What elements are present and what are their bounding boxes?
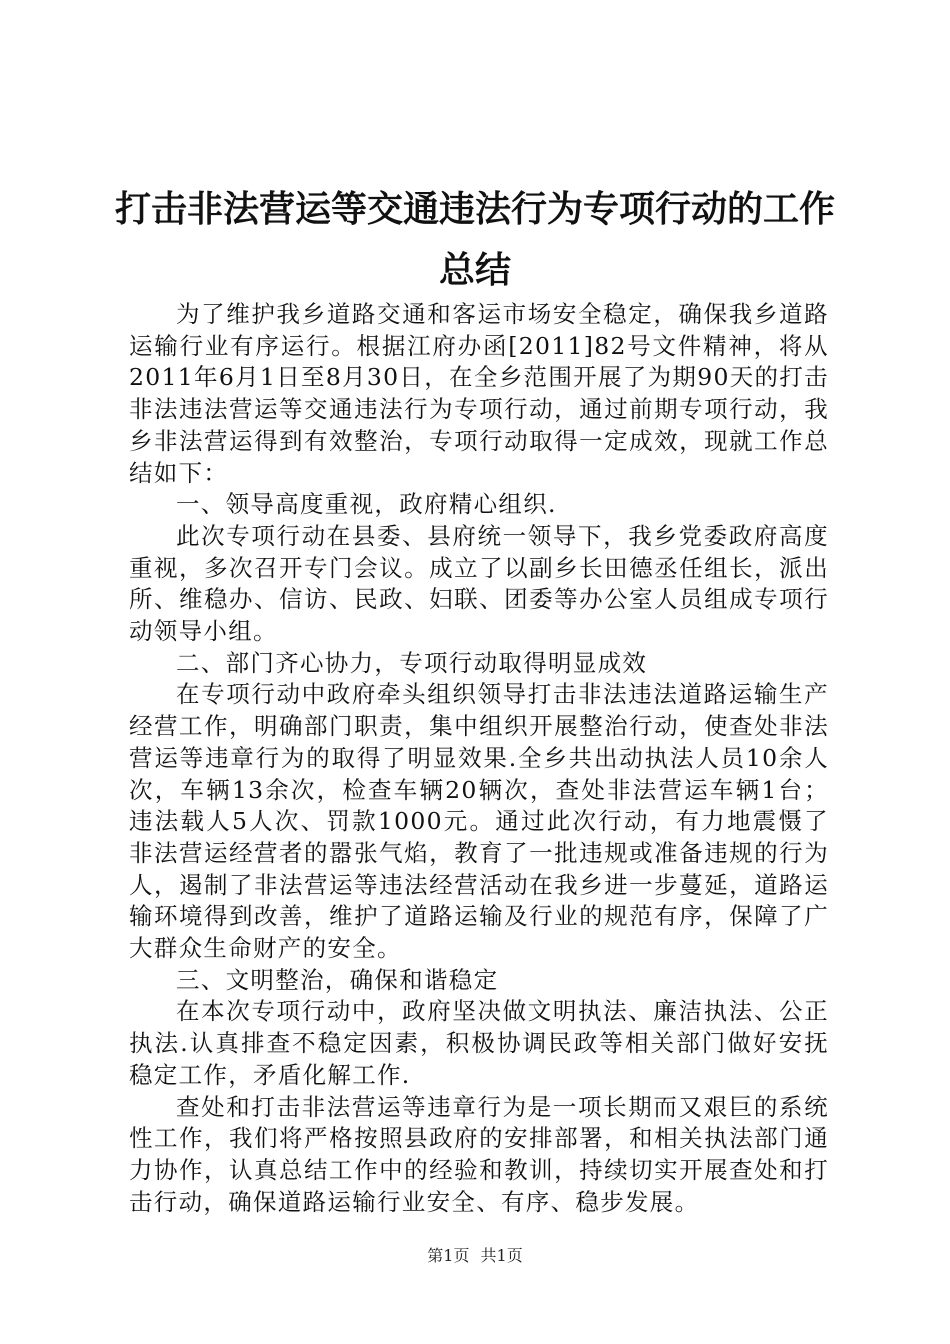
page-number: 第1页 — [427, 1246, 470, 1265]
section-paragraph-1: 此次专项行动在县委、县府统一领导下，我乡党委政府高度重视，多次召开专门会议。成立了以副乡长田德丞任组长，派出所、维稳办、信访、民政、妇联、团委等办公室人员组成专项行动领导小组。 — [129, 521, 829, 646]
section-heading-1: 一、领导高度重视，政府精心组织. — [176, 490, 557, 519]
page-footer — [0, 1247, 950, 1265]
section-heading-2: 二、部门齐心协力，专项行动取得明显成效 — [176, 648, 648, 677]
document-title-line-1: 打击非法营运等交通违法行为专项行动的工作 — [114, 189, 835, 230]
closing-paragraph: 查处和打击非法营运等违章行为是一项长期而又艰巨的系统性工作，我们将严格按照县政府的安排部署，和相关执法部门通力协作，认真总结工作中的经验和教训，持续切实开展查处和打击行动，确保道路运输行业安全、有序、稳步发展。 — [129, 1092, 829, 1216]
intro-paragraph: 为了维护我乡道路交通和客运市场安全稳定，确保我乡道路运输行业有序运行。根据江府办函[2011]82号文件精神，将从2011年6月1日至8月30日，在全乡范围开展了为期90天的打击非法违法营运等交通违法行为专项行动，通过前期专项行动，我乡非法营运得到有效整治，专项行动取得一定成效，现就工作总结如下： — [129, 300, 829, 487]
document-title-line-2: 总结 — [438, 250, 511, 291]
section-paragraph-3: 在本次专项行动中，政府坚决做文明执法、廉洁执法、公正执法.认真排查不稳定因素，积极协调民政等相关部门做好安抚稳定工作，矛盾化解工作. — [129, 997, 829, 1089]
document-body — [129, 299, 829, 1218]
page-total: 共1页 — [480, 1246, 523, 1265]
section-paragraph-2: 在专项行动中政府牵头组织领导打击非法违法道路运输生产经营工作，明确部门职责，集中组织开展整治行动，使查处非法营运等违章行为的取得了明显效果.全乡共出动执法人员10余人次，车辆13余次，检查车辆20辆次，查处非法营运车辆1台；违法载人5人次、罚款1000元。通过此次行动，有力地震慑了非法营运经营者的嚣张气焰，教育了一批违规或准备违规的行为人，遏制了非法营运等违法经营活动在我乡进一步蔓延，道路运输环境得到改善，维护了道路运输及行业的规范有序，保障了广大群众生命财产的安全。 — [129, 680, 829, 963]
section-heading-3: 三、文明整治，确保和谐稳定 — [176, 965, 499, 994]
